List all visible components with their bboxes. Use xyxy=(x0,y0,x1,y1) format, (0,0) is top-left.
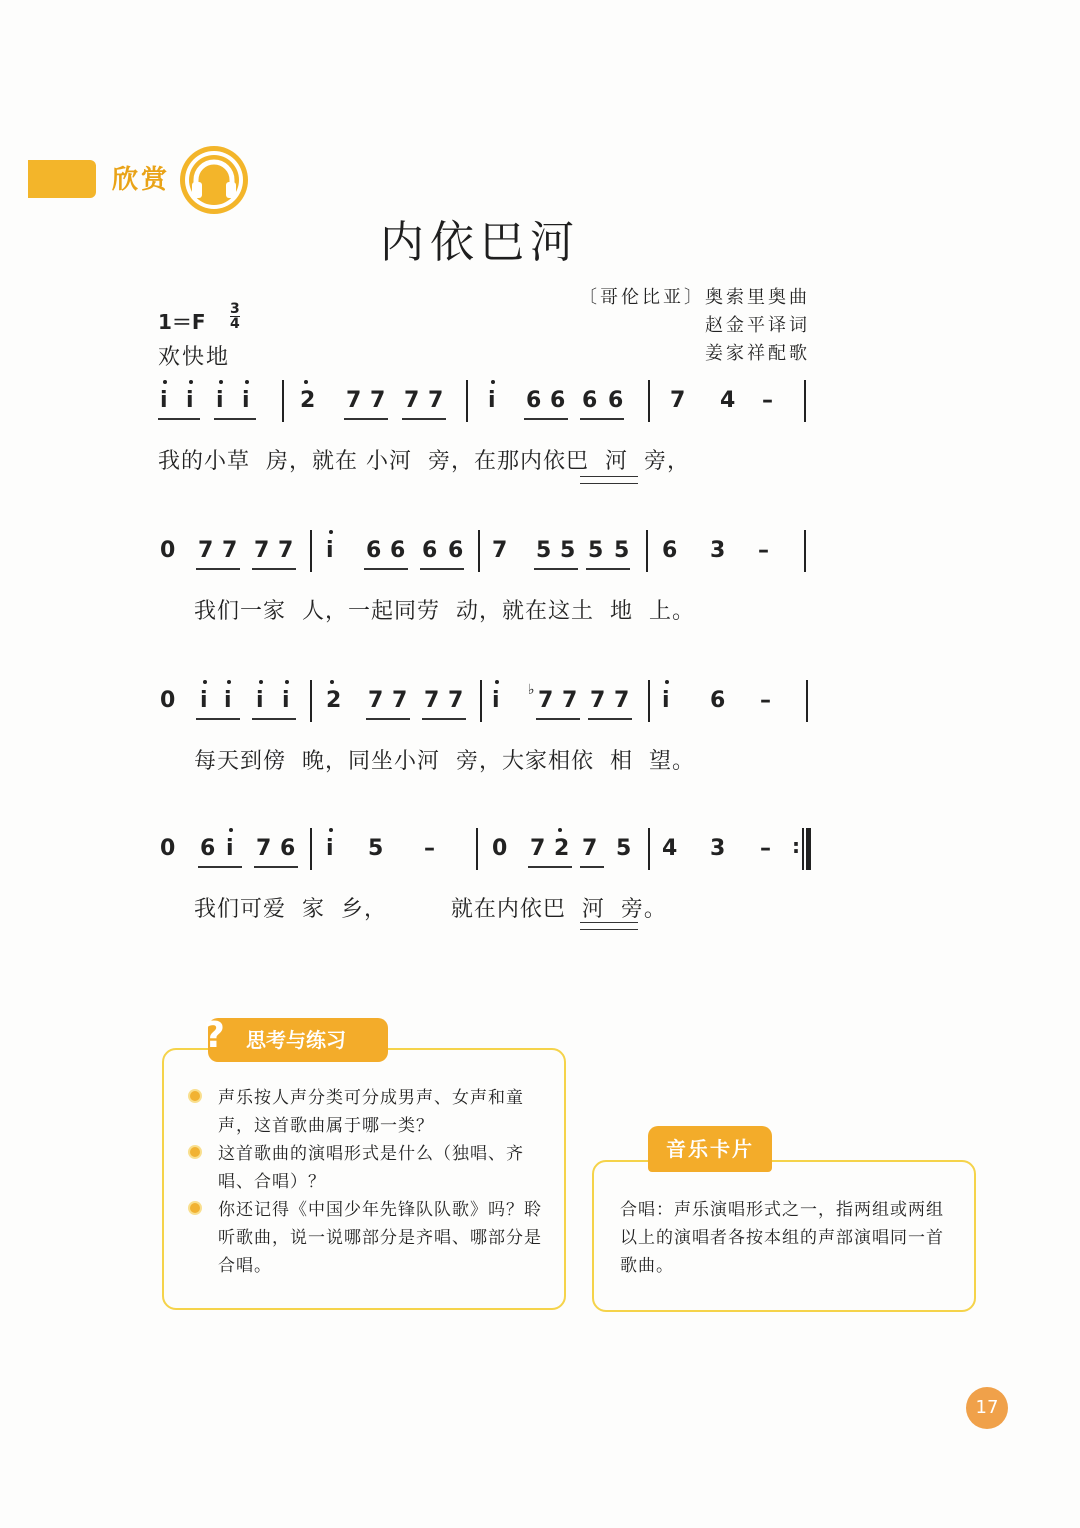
score-line-2: 0 7 7 7 7 i 6 6 6 6 7 5 5 5 5 6 3 – xyxy=(158,530,818,574)
practice-question-3 xyxy=(190,1196,542,1280)
practice-heading xyxy=(204,1015,388,1062)
practice-question-2 xyxy=(190,1140,542,1196)
practice-question-text: 你还记得《中国少年先锋队队歌》吗？聆听歌曲，说一说哪部分是齐唱、哪部分是合唱。 xyxy=(218,1200,542,1276)
score-line-1: i i i i 2 7 7 7 7 i 6 6 6 6 7 4 – xyxy=(158,380,818,424)
place-name-underline xyxy=(580,922,638,930)
time-signature-bottom: 4 xyxy=(230,316,240,332)
lyric-line-4: 我们可爱 家 乡， 就在内依巴 河 旁。 xyxy=(194,897,667,922)
question-mark-icon: ? xyxy=(204,1015,225,1056)
bullet-icon xyxy=(190,1203,200,1213)
music-card-heading: 音乐卡片 xyxy=(648,1126,772,1172)
practice-question-1 xyxy=(190,1084,542,1140)
tempo-marking: 欢快地 xyxy=(158,345,231,370)
time-signature-top: 3 xyxy=(230,301,240,317)
bullet-icon xyxy=(190,1091,200,1101)
practice-heading-label: 思考与练习 xyxy=(246,1028,346,1052)
time-signature xyxy=(230,302,240,331)
music-card-text: 合唱：声乐演唱形式之一，指两组或两组以上的演唱者各按本组的声部演唱同一首歌曲。 xyxy=(620,1200,944,1276)
key-signature: 1＝F xyxy=(158,310,206,334)
arranger-credit: 姜家祥配歌 xyxy=(705,343,810,364)
place-name-underline xyxy=(580,476,638,484)
section-tab-label: 欣赏 xyxy=(112,165,171,195)
score-line-3: 0 i i i i 2 7 7 7 7 i ♭ 7 7 7 7 i 6 – xyxy=(158,680,818,724)
practice-question-text: 声乐按人声分类可分成男声、女声和童声，这首歌曲属于哪一类？ xyxy=(218,1088,524,1136)
lyric-line-3: 每天到傍 晚，同坐小河 旁，大家相依 相 望。 xyxy=(194,749,695,774)
song-title: 内依巴河 xyxy=(380,217,580,268)
section-tab-bar xyxy=(28,160,96,198)
lyric-line-1: 我的小草 房，就在 小河 旁，在那内依巴 河 旁， xyxy=(158,449,690,474)
lyric-line-2: 我们一家 人，一起同劳 动，就在这土 地 上。 xyxy=(194,599,695,624)
lyricist-credit: 赵金平译词 xyxy=(705,315,810,336)
page-number: 17 xyxy=(966,1387,1008,1429)
score-line-4: 0 6 i 7 6 i 5 – 0 7 2 7 5 4 3 – : xyxy=(158,828,818,872)
song-credits xyxy=(579,284,810,368)
practice-question-text: 这首歌曲的演唱形式是什么（独唱、齐唱、合唱）？ xyxy=(218,1144,524,1192)
bullet-icon xyxy=(190,1147,200,1157)
composer-credit: 〔哥伦比亚〕奥索里奥曲 xyxy=(579,287,810,308)
